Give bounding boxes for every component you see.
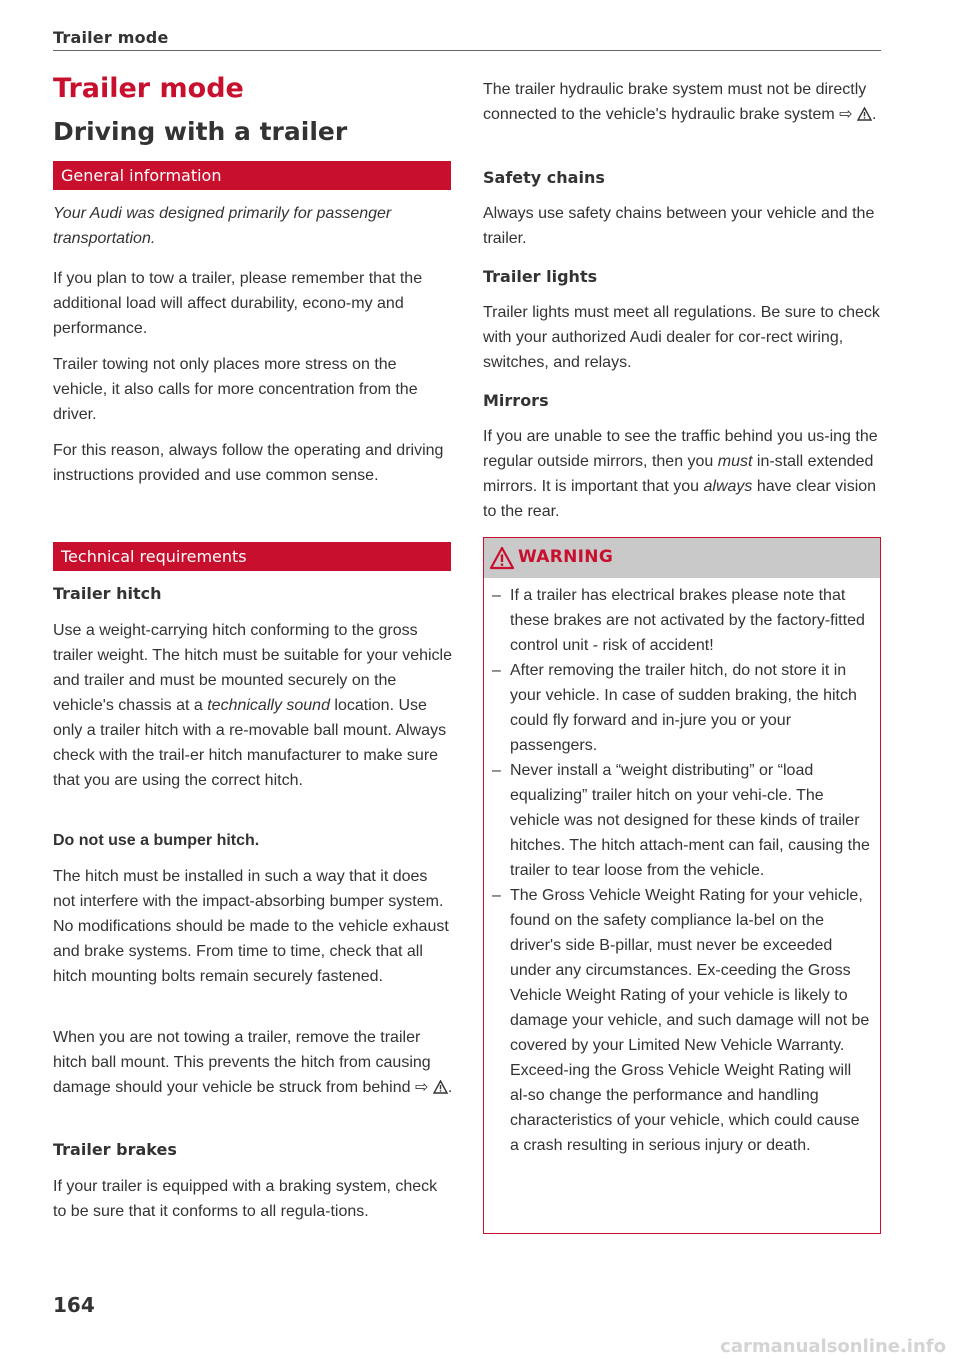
warning-item xyxy=(492,658,870,758)
paragraph-instructions: For this reason, always follow the operating and driving instructions provided and use common sense. xyxy=(53,442,444,484)
arrow-right-icon[interactable]: ⇨ xyxy=(414,1079,429,1096)
bumper-hitch-warning: Do not use a bumper hitch. xyxy=(53,832,260,849)
paragraph-hydraulic: The trailer hydraulic brake system must not be directly connected to the vehicle's hydraulic brake system ⇨ . xyxy=(483,81,877,123)
warning-item-text: Never install a “weight distributing” or “load equalizing” trailer hitch on your vehi-cle. The vehicle was not designed for these kinds of trailer hitches. The hitch attach-ment can fail, causing the trailer to tear loose from the vehicle. xyxy=(510,762,870,879)
paragraph-trailer-lights: Trailer lights must meet all regulations. Be sure to check with your authorized Audi dealer for cor-rect wiring, switches, and relays. xyxy=(483,304,880,371)
watermark: carmanualsonline.info xyxy=(720,1336,946,1357)
heading-mirrors: Mirrors xyxy=(483,391,549,410)
mirrors-text-c: have clear vision to the rear. xyxy=(483,478,877,520)
warning-item-text: After removing the trailer hitch, do not store it in your vehicle. In case of sudden braking, the hitch could fly forward and in-jure you or your passengers. xyxy=(510,662,857,754)
mirrors-emphasis-must: must xyxy=(717,453,753,470)
warning-item xyxy=(492,758,870,883)
hitch-text-emphasis: technically sound xyxy=(207,697,330,714)
hydraulic-text: The trailer hydraulic brake system must not be directly connected to the vehicle's hydraulic brake system xyxy=(483,81,867,123)
warning-triangle-icon[interactable] xyxy=(433,1080,448,1094)
heading-trailer-lights: Trailer lights xyxy=(483,267,598,286)
warning-box xyxy=(483,537,881,1234)
warning-title: WARNING xyxy=(518,547,614,567)
section-bar-general-information: General information xyxy=(53,161,451,190)
dash-bullet: – xyxy=(492,662,501,679)
dash-bullet: – xyxy=(492,887,501,904)
mirrors-text-a: If you are unable to see the traffic behind you us-ing the regular outside mirrors, then you xyxy=(483,428,878,470)
warning-list xyxy=(492,583,870,1158)
warning-item xyxy=(492,883,870,1158)
paragraph-remove-ball-mount: When you are not towing a trailer, remove the trailer hitch ball mount. This prevents the hitch from causing damage should your vehicle be struck from behind ⇨ . xyxy=(53,1029,453,1096)
intro-paragraph xyxy=(53,201,453,251)
warning-item-text: If a trailer has electrical brakes please note that these brakes are not activated by the factory-fitted control unit - risk of accident! xyxy=(510,587,865,654)
mirrors-text-b: in-stall extended mirrors. It is important that you xyxy=(483,453,874,495)
heading-trailer-hitch: Trailer hitch xyxy=(53,584,162,603)
paragraph-hitch xyxy=(53,618,453,793)
mirrors-emphasis-always: always xyxy=(703,478,753,495)
heading-safety-chains: Safety chains xyxy=(483,168,605,187)
dash-bullet: – xyxy=(492,587,501,604)
running-header: Trailer mode xyxy=(53,28,169,47)
section-bar-technical-requirements: Technical requirements xyxy=(53,542,451,571)
page-title: Trailer mode xyxy=(53,73,244,104)
arrow-right-icon[interactable]: ⇨ xyxy=(839,106,853,123)
hitch-text-a: Use a weight-carrying hitch conforming to the gross trailer weight. The hitch must be suitable for your vehicle and trailer and must be mounted securely on the vehicle's chassis at a xyxy=(53,622,453,714)
warning-triangle-icon xyxy=(489,546,515,570)
header-rule xyxy=(53,50,881,51)
paragraph-brakes: If your trailer is equipped with a braking system, check to be sure that it conforms to all regula-tions. xyxy=(53,1178,438,1220)
warning-header xyxy=(484,538,880,578)
warning-item-text: The Gross Vehicle Weight Rating for your vehicle, found on the safety compliance la-bel on the driver's side B-pillar, must never be exceeded under any circumstances. Ex-ceeding the Gross Vehicle Weight Rating of your vehicle is likely to damage your vehicle, and such damage will not be covered by your Limited New Vehicle Warranty. Exceed-ing the Gross Vehicle Weight Rating will al-so change the performance and handling characteristics of your vehicle, which could cause a crash resulting in serious injury or death. xyxy=(510,887,870,1154)
paragraph-installation: The hitch must be installed in such a way that it does not interfere with the impact-absorbing bumper system. No modifications should be made to the vehicle exhaust and brake systems. From time to time, check that all hitch mounting bolts remain securely fastened. xyxy=(53,868,449,985)
paragraph-safety-chains: Always use safety chains between your vehicle and the trailer. xyxy=(483,205,875,247)
page-number: 164 xyxy=(53,1293,95,1317)
remove-text: When you are not towing a trailer, remove the trailer hitch ball mount. This prevents the hitch from causing damage should your vehicle be struck from behind xyxy=(53,1029,431,1096)
heading-trailer-brakes: Trailer brakes xyxy=(53,1140,177,1159)
paragraph-load: If you plan to tow a trailer, please remember that the additional load will affect durability, econo-my and performance. xyxy=(53,270,423,337)
dash-bullet: – xyxy=(492,762,501,779)
warning-item xyxy=(492,583,870,658)
hitch-text-b: location. Use only a trailer hitch with a re-movable ball mount. Always check with the trail-er hitch manufacturer to make sure that you are using the correct hitch. xyxy=(53,697,447,789)
paragraph-stress: Trailer towing not only places more stress on the vehicle, it also calls for more concentration from the driver. xyxy=(53,356,418,423)
paragraph-mirrors xyxy=(483,424,883,524)
page-subtitle: Driving with a trailer xyxy=(53,117,348,146)
warning-triangle-icon[interactable] xyxy=(857,107,872,121)
intro-italic-text: Your Audi was designed primarily for passenger transportation. xyxy=(53,205,392,247)
